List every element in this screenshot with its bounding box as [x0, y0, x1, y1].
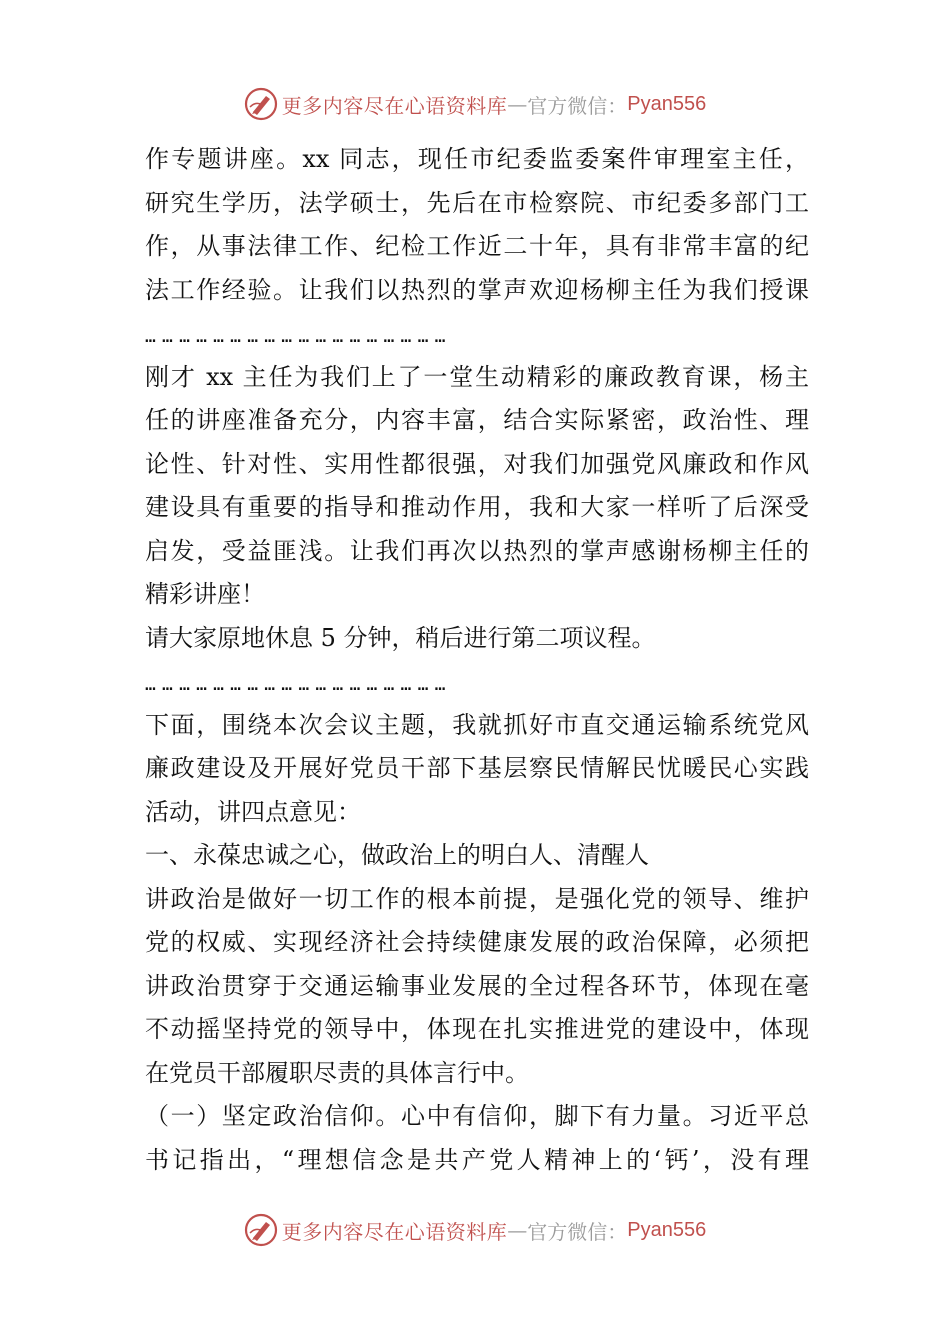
- body-line: 书记指出，“理想信念是共产党人精神上的‘钙’，没有理: [145, 1145, 809, 1174]
- body-line: （一）坚定政治信仰。心中有信仰，脚下有力量。习近平总: [145, 1102, 809, 1130]
- banner-wechat-id: Pyan556: [627, 1218, 707, 1241]
- pen-logo-icon: [244, 1213, 278, 1247]
- body-line: 启发，受益匪浅。让我们再次以热烈的掌声感谢杨柳主任的: [145, 536, 809, 565]
- banner-wechat-id: Pyan556: [627, 92, 707, 115]
- body-line: 讲政治贯穿于交通运输事业发展的全过程各环节，体现在毫: [145, 971, 809, 1000]
- body-line: 作，从事法律工作、纪检工作近二十年，具有非常丰富的纪: [145, 232, 809, 260]
- body-line: 作专题讲座。xx 同志，现任市纪委监委案件审理室主任，: [145, 145, 809, 173]
- banner-site-text: 更多内容尽在心语资料库: [281, 93, 508, 118]
- header-watermark-banner: [0, 84, 950, 124]
- body-line: 请大家原地休息 5 分钟，稍后进行第二项议程。: [145, 623, 656, 652]
- footer-watermark-banner: [0, 1210, 950, 1250]
- body-line: 法工作经验。让我们以热烈的掌声欢迎杨柳主任为我们授课: [145, 275, 809, 304]
- section-heading: 一、永葆忠诚之心，做政治上的明白人、清醒人: [145, 841, 649, 869]
- body-line: 在党员干部履职尽责的具体言行中。: [145, 1058, 529, 1087]
- body-line: 下面，围绕本次会议主题，我就抓好市直交通运输系统党风: [145, 710, 809, 739]
- ellipsis-separator: ………………………………………………: [145, 326, 452, 347]
- banner-wechat-label: 官方微信：: [527, 93, 628, 118]
- body-line: 刚才 xx 主任为我们上了一堂生动精彩的廉政教育课，杨主: [145, 362, 809, 391]
- body-line: 建设具有重要的指导和推动作用，我和大家一样听了后深受: [145, 493, 809, 521]
- ellipsis-separator: ………………………………………………: [145, 674, 452, 695]
- body-line: 任的讲座准备充分，内容丰富，结合实际紧密，政治性、理: [145, 406, 809, 434]
- body-line: 研究生学历，法学硕士，先后在市检察院、市纪委多部门工: [145, 188, 809, 217]
- banner-separator: —: [507, 92, 528, 116]
- body-line: 不动摇坚持党的领导中，体现在扎实推进党的建设中，体现: [145, 1015, 809, 1043]
- body-line: 活动，讲四点意见：: [145, 797, 361, 826]
- banner-site-text: 更多内容尽在心语资料库: [281, 1219, 508, 1244]
- document-body: [145, 138, 809, 1182]
- banner-separator: —: [507, 1218, 528, 1242]
- body-line: 党的权威、实现经济社会持续健康发展的政治保障，必须把: [145, 928, 809, 956]
- body-line: 廉政建设及开展好党员干部下基层察民情解民忧暖民心实践: [145, 754, 809, 782]
- body-line: 精彩讲座！: [145, 580, 265, 608]
- body-line: 讲政治是做好一切工作的根本前提，是强化党的领导、维护: [145, 884, 809, 913]
- body-line: 论性、针对性、实用性都很强，对我们加强党风廉政和作风: [145, 449, 809, 478]
- banner-wechat-label: 官方微信：: [527, 1219, 628, 1244]
- pen-logo-icon: [244, 87, 278, 121]
